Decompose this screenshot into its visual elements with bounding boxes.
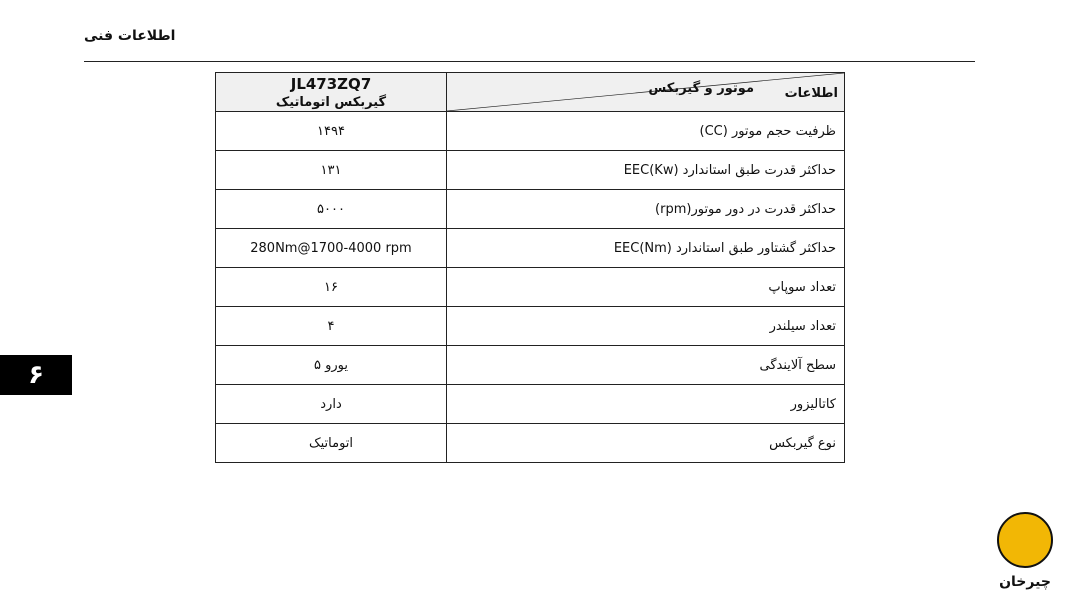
row-label: ظرفیت حجم موتور (CC) <box>447 112 845 151</box>
row-label: تعداد سیلندر <box>447 307 845 346</box>
table-header-row <box>216 73 845 112</box>
table-row <box>216 229 845 268</box>
table-row <box>216 112 845 151</box>
row-value: اتوماتیک <box>216 424 447 463</box>
row-value: یورو ۵ <box>216 346 447 385</box>
logo-mark-icon <box>997 512 1053 568</box>
row-value: ۱۳۱ <box>216 151 447 190</box>
row-value: 280Nm@1700-4000 rpm <box>216 229 447 268</box>
row-label: تعداد سوپاپ <box>447 268 845 307</box>
model-code: JL473ZQ7 <box>290 74 372 93</box>
row-label: کاتالیزور <box>447 385 845 424</box>
row-label: نوع گیربکس <box>447 424 845 463</box>
row-label: حداکثر گشتاور طبق استاندارد EEC(Nm) <box>447 229 845 268</box>
chapter-tab: ۶ <box>0 355 72 395</box>
table-row <box>216 307 845 346</box>
row-value: ۱۶ <box>216 268 447 307</box>
row-value: ۵۰۰۰ <box>216 190 447 229</box>
row-value: دارد <box>216 385 447 424</box>
table-row <box>216 190 845 229</box>
table-row <box>216 385 845 424</box>
row-label: سطح آلایندگی <box>447 346 845 385</box>
diag-header-bottom: اطلاعات <box>784 86 838 101</box>
header-divider <box>84 61 975 62</box>
model-subtitle: گیربکس اتوماتیک <box>275 94 387 110</box>
brand-logo <box>992 512 1058 597</box>
row-value: ۱۴۹۴ <box>216 112 447 151</box>
row-label: حداکثر قدرت طبق استاندارد EEC(Kw) <box>447 151 845 190</box>
diagonal-header-cell <box>447 73 845 112</box>
diag-header-top: موتور و گیربکس <box>648 81 754 96</box>
table-row <box>216 151 845 190</box>
table-row <box>216 424 845 463</box>
row-value: ۴ <box>216 307 447 346</box>
spec-table <box>215 72 845 463</box>
table-row <box>216 268 845 307</box>
model-header-cell <box>216 73 447 112</box>
page-title: اطلاعات فنی <box>84 28 176 44</box>
row-label: حداکثر قدرت در دور موتور(rpm) <box>447 190 845 229</box>
logo-text: چیرخان <box>999 574 1051 590</box>
table-row <box>216 346 845 385</box>
